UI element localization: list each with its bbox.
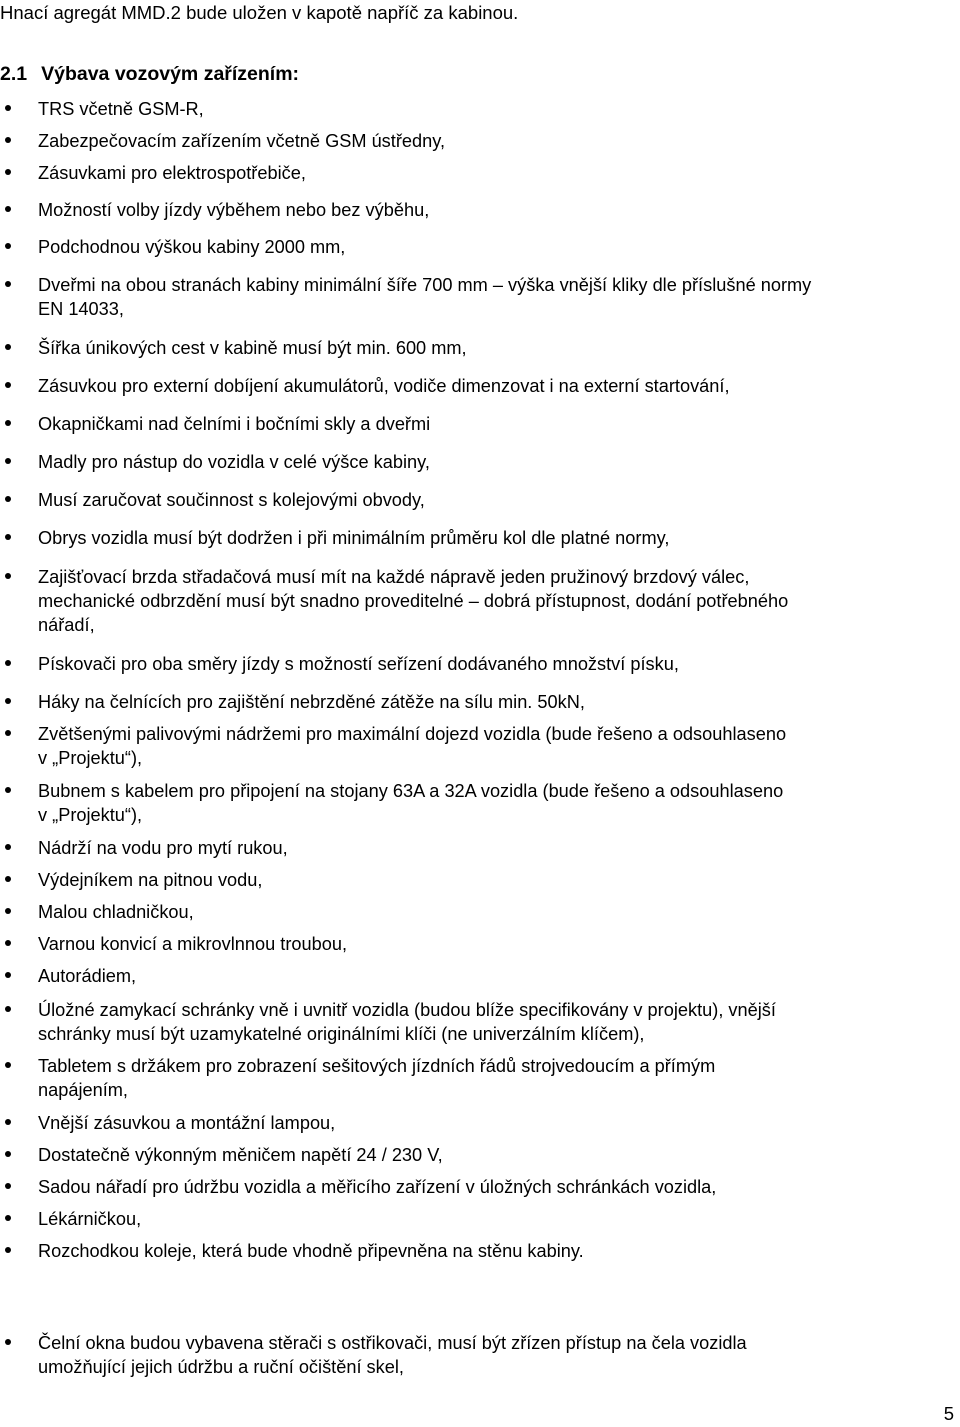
- bullet-icon: [5, 169, 11, 175]
- list-item-text: Obrys vozidla musí být dodržen i při minimálním průměru kol dle platné normy,: [38, 528, 670, 548]
- list-item-text: Úložné zamykací schránky vně i uvnitř vozidla (budou blíže specifikovány v projektu), vnější schránky musí být uzamykatelné originálními klíči (ne univerzálním klíčem),: [38, 1000, 776, 1044]
- list-item-text: Okapničkami nad čelními i bočními skly a dveřmi: [38, 414, 431, 434]
- section-number: 2.1: [0, 63, 28, 85]
- list-item-text: Pískovači pro oba směry jízdy s možností seřízení dodávaného množství písku,: [38, 654, 679, 674]
- bullet-icon: [5, 876, 11, 882]
- bullet-icon: [5, 940, 11, 946]
- bullet-icon: [5, 1183, 11, 1189]
- list-item-text: Zásuvkou pro externí dobíjení akumulátorů, vodiče dimenzovat i na externí startování,: [38, 376, 730, 396]
- bullet-icon: [5, 730, 11, 736]
- list-item-text: Varnou konvicí a mikrovlnnou troubou,: [38, 934, 348, 954]
- intro-paragraph: Hnací agregát MMD.2 bude uložen v kapotě napříč za kabinou.: [0, 2, 519, 23]
- list-item-text: Lékárničkou,: [38, 1209, 142, 1229]
- bullet-icon: [5, 105, 11, 111]
- section-title: Výbava vozovým zařízením:: [41, 63, 300, 85]
- list-item-text: Podchodnou výškou kabiny 2000 mm,: [38, 237, 346, 257]
- list-item-text: Zásuvkami pro elektrospotřebiče,: [38, 163, 306, 183]
- list-item-text: Nádrží na vodu pro mytí rukou,: [38, 838, 288, 858]
- bullet-icon: [5, 281, 11, 287]
- bullet-icon: [5, 698, 11, 704]
- bullet-icon: [5, 660, 11, 666]
- list-item-text: Háky na čelnících pro zajištění nebrzděné zátěže na sílu min. 50kN,: [38, 692, 585, 712]
- bullet-icon: [5, 1151, 11, 1157]
- bullet-icon: [5, 496, 11, 502]
- list-item-text: Sadou nářadí pro údržbu vozidla a měřicího zařízení v úložných schránkách vozidla,: [38, 1177, 717, 1197]
- bullet-icon: [5, 534, 11, 540]
- list-item-text: TRS včetně GSM-R,: [38, 99, 204, 119]
- bullet-icon: [5, 1062, 11, 1068]
- section-heading: [0, 62, 299, 86]
- bullet-icon: [5, 1006, 11, 1012]
- list-item-text: Tabletem s držákem pro zobrazení sešitových jízdních řádů strojvedoucím a přímým napájením,: [38, 1056, 716, 1100]
- bullet-icon: [5, 1119, 11, 1125]
- page-number: 5: [943, 1403, 954, 1424]
- list-item-text: Dostatečně výkonným měničem napětí 24 / 230 V,: [38, 1145, 443, 1165]
- bullet-icon: [5, 844, 11, 850]
- list-item-text: Možností volby jízdy výběhem nebo bez výběhu,: [38, 200, 430, 220]
- list-item-text: Čelní okna budou vybavena stěrači s ostřikovači, musí být zřízen přístup na čela vozidla umožňující jejich údržbu a ruční očištění skel,: [38, 1333, 747, 1377]
- bullet-icon: [5, 972, 11, 978]
- bullet-icon: [5, 243, 11, 249]
- bullet-icon: [5, 458, 11, 464]
- list-item-text: Madly pro nástup do vozidla v celé výšce kabiny,: [38, 452, 430, 472]
- list-item-text: Zabezpečovacím zařízením včetně GSM ústředny,: [38, 131, 446, 151]
- bullet-icon: [5, 573, 11, 579]
- bullet-icon: [5, 1247, 11, 1253]
- list-item-text: Výdejníkem na pitnou vodu,: [38, 870, 263, 890]
- bullet-icon: [5, 787, 11, 793]
- list-item-text: Musí zaručovat součinnost s kolejovými obvody,: [38, 490, 425, 510]
- bullet-icon: [5, 420, 11, 426]
- list-item-text: Vnější zásuvkou a montážní lampou,: [38, 1113, 336, 1133]
- list-item-text: Malou chladničkou,: [38, 902, 194, 922]
- list-item-text: Zajišťovací brzda střadačová musí mít na každé nápravě jeden pružinový brzdový válec, mechanické odbrzdění musí být snadno proveditelné – dobrá přístupnost, dodání potřebného nářadí,: [38, 567, 789, 635]
- list-item-text: Zvětšenými palivovými nádržemi pro maximální dojezd vozidla (bude řešeno a odsouhlaseno v „Projektu“),: [38, 724, 787, 768]
- bullet-icon: [5, 908, 11, 914]
- bullet-icon: [5, 137, 11, 143]
- list-item-text: Bubnem s kabelem pro připojení na stojany 63A a 32A vozidla (bude řešeno a odsouhlaseno v „Projektu“),: [38, 781, 784, 825]
- bullet-icon: [5, 206, 11, 212]
- list-item-text: Rozchodkou koleje, která bude vhodně připevněna na stěnu kabiny.: [38, 1241, 584, 1261]
- bullet-icon: [5, 344, 11, 350]
- list-item-text: Autorádiem,: [38, 966, 137, 986]
- list-item-text: Dveřmi na obou stranách kabiny minimální šíře 700 mm – výška vnější kliky dle příslušné normy EN 14033,: [38, 275, 812, 319]
- bullet-icon: [5, 1215, 11, 1221]
- bullet-icon: [5, 1339, 11, 1345]
- bullet-icon: [5, 382, 11, 388]
- list-item-text: Šířka únikových cest v kabině musí být min. 600 mm,: [38, 338, 467, 358]
